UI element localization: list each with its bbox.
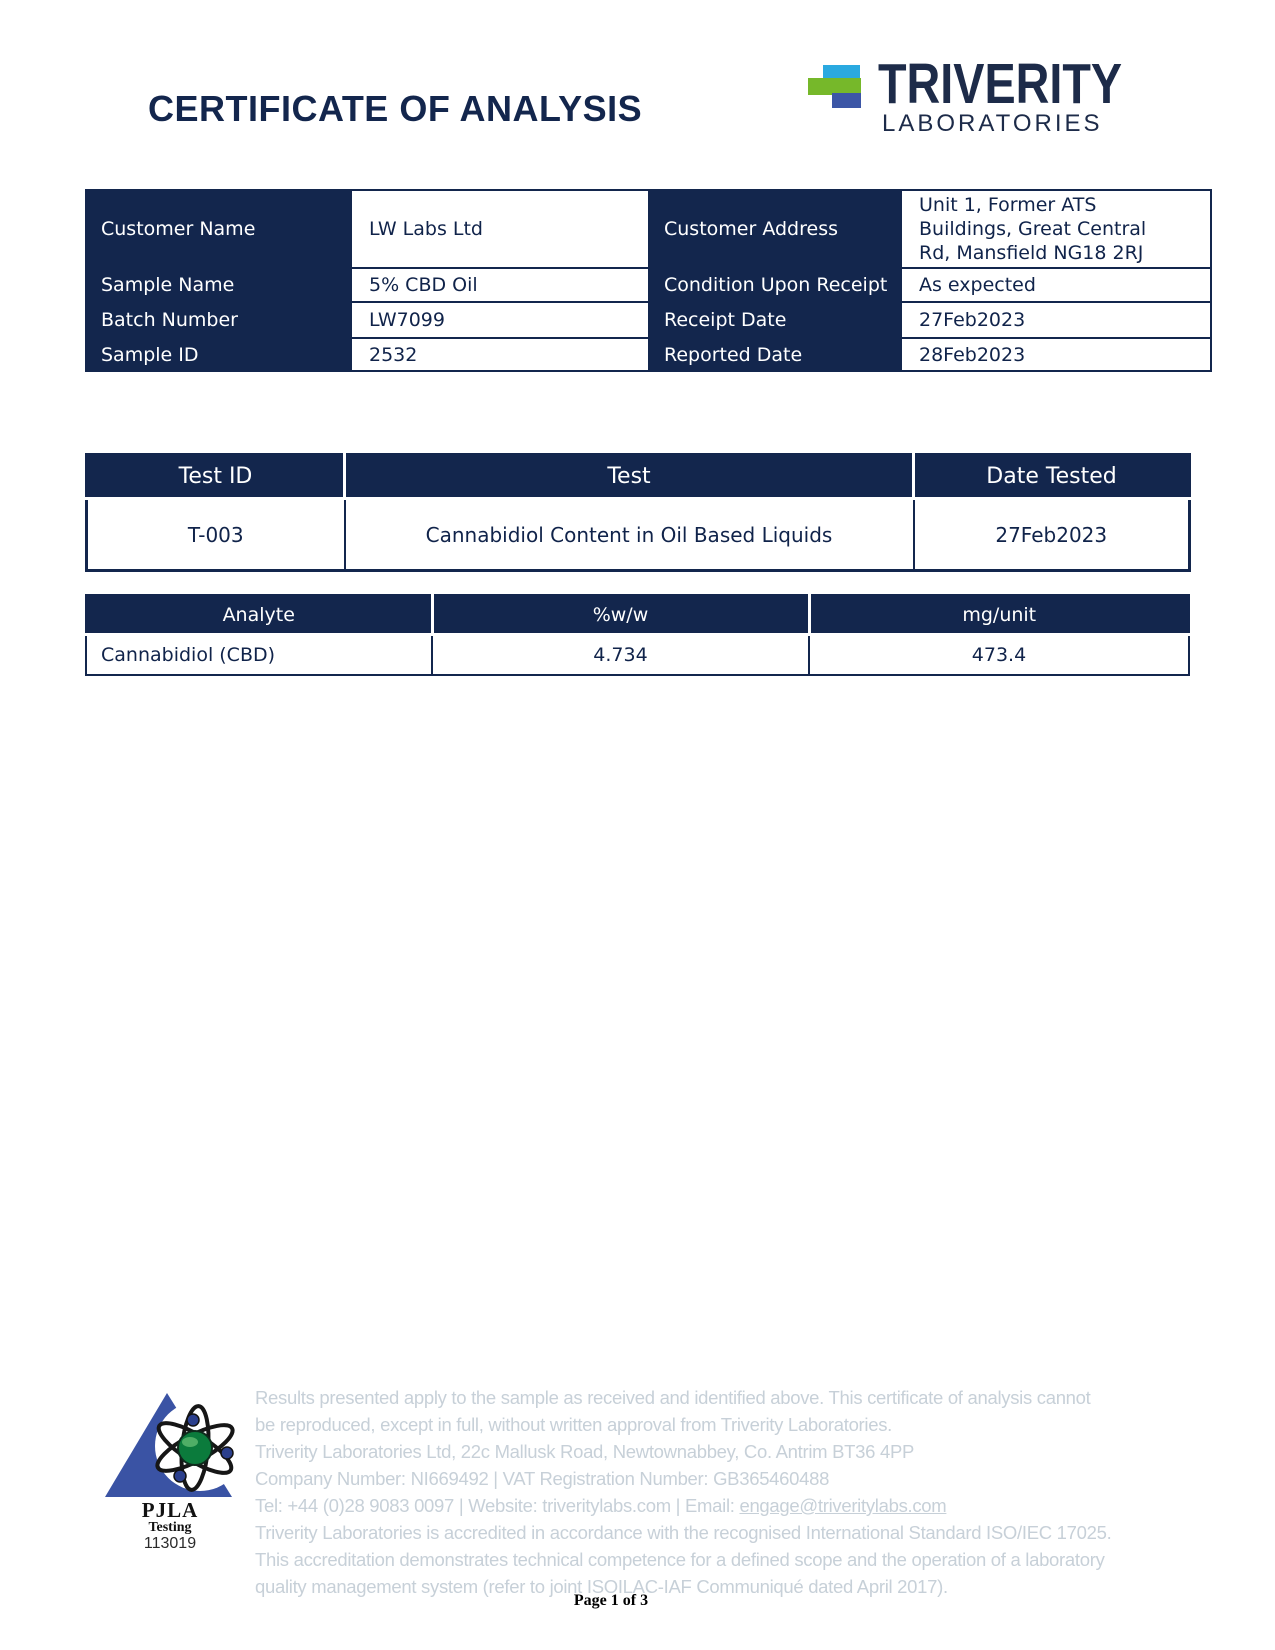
- label-reported-date: Reported Date: [649, 338, 901, 371]
- label-customer-address: Customer Address: [649, 190, 901, 268]
- value-reported-date: 28Feb2023: [901, 338, 1211, 371]
- cell-mg-unit: 473.4: [809, 635, 1189, 676]
- pjla-accreditation-badge: [100, 1390, 240, 1560]
- footer-contact-line: [255, 1492, 1155, 1519]
- value-receipt-date: 27Feb2023: [901, 302, 1211, 338]
- header-test: Test: [345, 455, 914, 499]
- sample-info-table: [85, 189, 1212, 372]
- footer-line: This accreditation demonstrates technical competence for a defined scope and the operation of a laboratory: [255, 1549, 1105, 1570]
- cell-analyte-name: Cannabidiol (CBD): [86, 635, 432, 676]
- cell-percent-ww: 4.734: [432, 635, 809, 676]
- header-analyte: Analyte: [86, 595, 432, 635]
- page-title: CERTIFICATE OF ANALYSIS: [148, 88, 643, 129]
- value-customer-name: LW Labs Ltd: [351, 190, 649, 268]
- label-condition-upon-receipt: Condition Upon Receipt: [649, 268, 901, 302]
- cell-date-tested: 27Feb2023: [914, 499, 1190, 571]
- label-receipt-date: Receipt Date: [649, 302, 901, 338]
- logo-bar-blue: [832, 93, 861, 108]
- cell-test-id: T-003: [87, 499, 345, 571]
- pjla-org-label: PJLA: [141, 1498, 199, 1522]
- label-customer-name: Customer Name: [86, 190, 351, 268]
- table-row: [86, 268, 1211, 302]
- footer-line: Triverity Laboratories Ltd, 22c Mallusk Road, Newtownabbey, Co. Antrim BT36 4PP: [255, 1441, 915, 1462]
- email-link[interactable]: engage@triveritylabs.com: [739, 1495, 947, 1516]
- footer-line: Triverity Laboratories is accredited in accordance with the recognised International Standard ISO/IEC 17025.: [255, 1522, 1112, 1543]
- label-sample-id: Sample ID: [86, 338, 351, 371]
- page-number: Page 1 of 3: [573, 1592, 649, 1609]
- value-batch-number: LW7099: [351, 302, 649, 338]
- footer-line: be reproduced, except in full, without written approval from Triverity Laboratories.: [255, 1414, 893, 1435]
- header-date-tested: Date Tested: [914, 455, 1190, 499]
- value-condition-upon-receipt: As expected: [901, 268, 1211, 302]
- label-batch-number: Batch Number: [86, 302, 351, 338]
- brand-subtitle: LABORATORIES: [882, 110, 1103, 137]
- footer-line: Results presented apply to the sample as received and identified above. This certificate of analysis cannot: [255, 1387, 1091, 1408]
- footer-line: quality management system (refer to joint ISOILAC-IAF Communiqué dated April 2017).: [255, 1576, 948, 1597]
- footer-contact-prefix: Tel: +44 (0)28 9083 0097 | Website: triveritylabs.com | Email:: [255, 1495, 740, 1516]
- test-table: [85, 453, 1191, 572]
- cell-test-name: Cannabidiol Content in Oil Based Liquids: [345, 499, 914, 571]
- table-header-row: [86, 595, 1189, 635]
- brand-name: TRIVERITY: [878, 52, 1123, 116]
- value-customer-address: [901, 190, 1211, 268]
- header-percent-ww: %w/w: [432, 595, 809, 635]
- table-row: [86, 190, 1211, 268]
- pjla-program-label: Testing: [148, 1520, 192, 1535]
- footer-line: Company Number: NI669492 | VAT Registration Number: GB365460488: [255, 1468, 830, 1489]
- customer-address-text: Unit 1, Former ATS Buildings, Great Central Rd, Mansfield NG18 2RJ: [919, 194, 1147, 264]
- header-test-id: Test ID: [87, 455, 345, 499]
- triverity-logo: [760, 40, 1180, 150]
- header-mg-unit: mg/unit: [809, 595, 1189, 635]
- table-row: [87, 499, 1190, 571]
- pjla-accreditation-number: 113019: [143, 1535, 197, 1552]
- table-row: [86, 635, 1189, 676]
- value-sample-id: 2532: [351, 338, 649, 371]
- table-row: [86, 302, 1211, 338]
- analyte-results-table: [85, 594, 1190, 676]
- label-sample-name: Sample Name: [86, 268, 351, 302]
- triverity-logo-mark-icon: [808, 63, 868, 111]
- value-sample-name: 5% CBD Oil: [351, 268, 649, 302]
- table-row: [86, 338, 1211, 371]
- footer-disclaimer: [255, 1384, 1155, 1600]
- pjla-logo-icon: [100, 1390, 240, 1502]
- table-header-row: [87, 455, 1190, 499]
